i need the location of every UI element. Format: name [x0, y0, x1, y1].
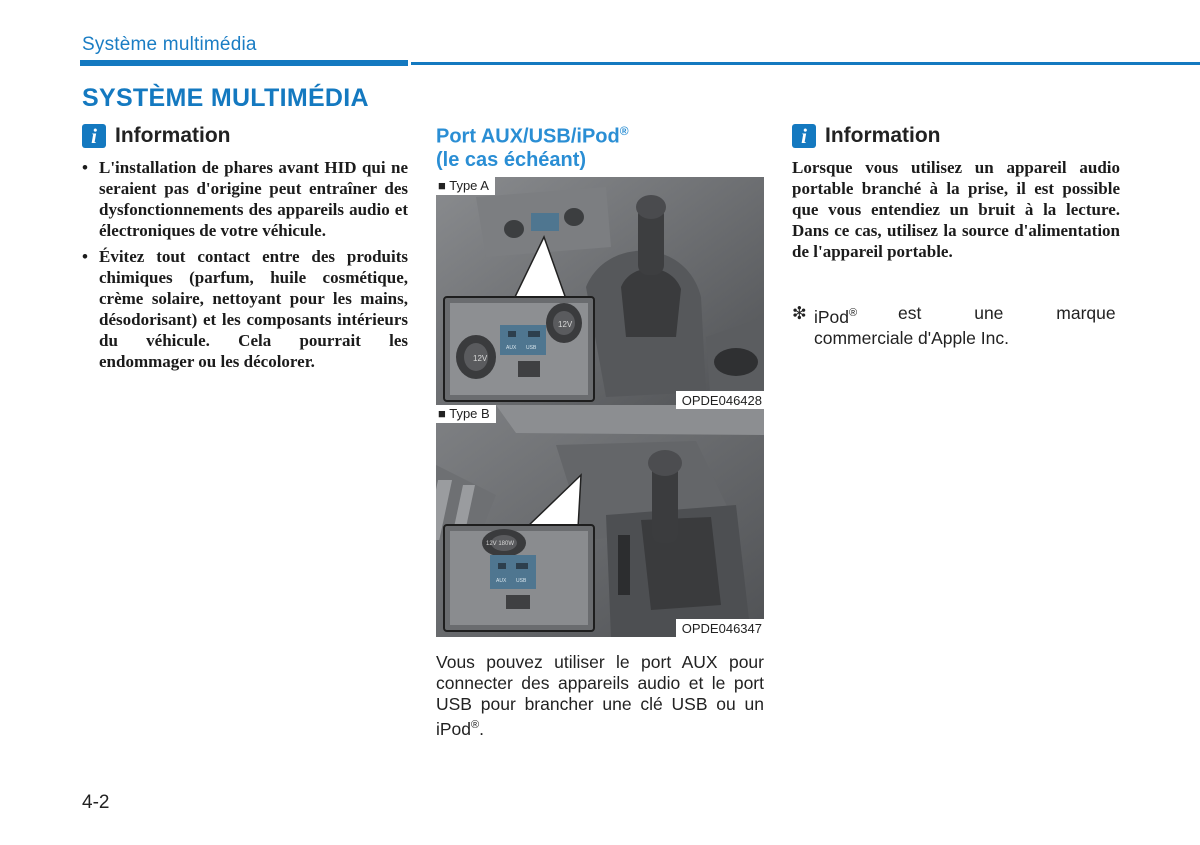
figure-code: OPDE046347 — [676, 619, 764, 637]
figure-type-a — [436, 177, 764, 409]
inset-label: AUX — [496, 578, 507, 584]
note-word: iPod — [814, 306, 850, 327]
info-bullet-list — [82, 157, 408, 372]
note-rest: est une marque — [898, 303, 1116, 323]
header-rule-dark — [80, 60, 408, 66]
registered-mark: ® — [471, 719, 480, 731]
note-line2: commerciale d'Apple Inc. — [814, 327, 1009, 348]
port-title-line1: Port AUX/USB/iPod — [436, 125, 620, 148]
right-info-block — [792, 124, 1120, 262]
figure-label: ■ Type A — [436, 177, 495, 195]
info-title: Information — [115, 124, 231, 147]
figure-label: ■ Type B — [436, 405, 496, 423]
inset-label: AUX — [506, 345, 517, 351]
note-line1 — [814, 303, 1120, 328]
registered-mark: ® — [619, 124, 629, 138]
header-rule-light — [411, 62, 1200, 65]
right-info-heading — [792, 124, 1120, 148]
inset-label: 12V 180W — [486, 541, 515, 547]
info-icon: i — [792, 124, 816, 148]
info-paragraph: Lorsque vous utilisez un appareil audio portable branché à la prise, il est possible que vous entendiez un bruit à la lecture. Dans ce cas, utilisez la source d'alimentation de l'appareil portable. — [792, 158, 1120, 261]
trademark-note — [792, 303, 1120, 349]
left-info-block — [82, 124, 408, 377]
console-illustration-b — [436, 405, 764, 637]
figure-code: OPDE046428 — [676, 391, 764, 409]
chapter-title: Système multimédia — [82, 34, 257, 55]
left-info-heading — [82, 124, 408, 148]
port-description-end: . — [479, 718, 485, 739]
info-title: Information — [825, 124, 941, 147]
info-icon: i — [82, 124, 106, 148]
figure-type-b — [436, 405, 764, 637]
note-symbol-icon: ❇ — [792, 303, 807, 323]
page-number: 4-2 — [82, 792, 110, 813]
inset-label: USB — [516, 578, 527, 584]
info-bullet: • L'installation de phares avant HID qui ne seraient pas d'origine peut entraîner des dysfonctionnements des appareils audio et électroniques de votre véhicule. — [82, 157, 408, 241]
port-title-line2: (le cas échéant) — [436, 148, 587, 171]
port-section-title — [436, 120, 766, 172]
section-title: SYSTÈME MULTIMÉDIA — [82, 84, 369, 112]
inset-label: 12V — [473, 354, 488, 363]
info-bullet: • Évitez tout contact entre des produits chimiques (parfum, huile cosmétique, crème solaire, nettoyant pour les mains, désodorisant) et les composants intérieurs du véhicule. Cela pourrait les endommager ou les décolorer. — [82, 246, 408, 372]
port-description — [436, 652, 764, 740]
port-description-text: Vous pouvez utiliser le port AUX pour connecter des appareils audio et le port USB pour brancher une clé USB ou un iPod — [436, 652, 764, 739]
registered-mark: ® — [849, 307, 858, 319]
console-illustration-a — [436, 177, 764, 409]
inset-label: 12V — [558, 320, 573, 329]
inset-label: USB — [526, 345, 537, 351]
